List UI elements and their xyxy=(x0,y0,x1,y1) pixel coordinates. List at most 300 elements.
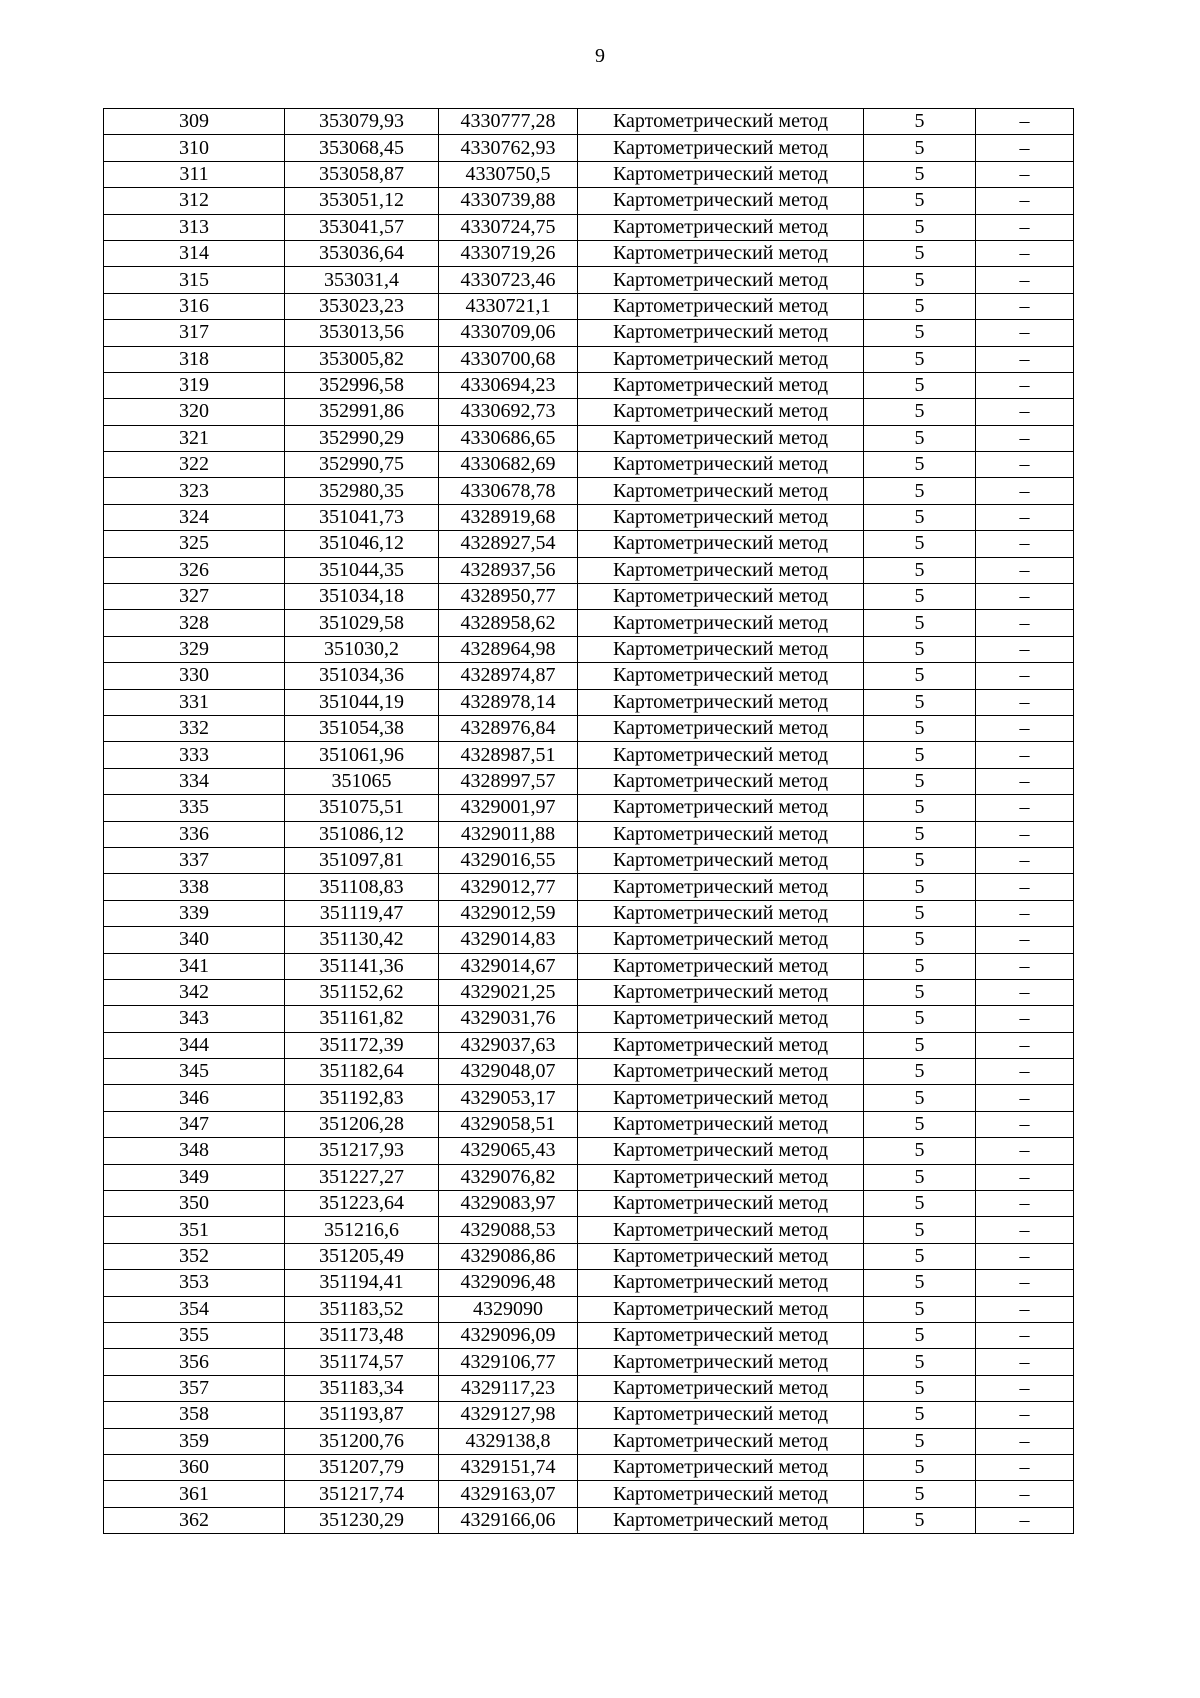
point-number-cell: 319 xyxy=(104,372,285,398)
accuracy-cell: 5 xyxy=(864,1270,976,1296)
note-cell: – xyxy=(976,689,1074,715)
table-row xyxy=(104,1349,1074,1375)
x-coordinate-cell: 352980,35 xyxy=(285,478,439,504)
method-cell: Картометрический метод xyxy=(578,663,864,689)
x-coordinate-cell: 351030,2 xyxy=(285,636,439,662)
x-coordinate-cell: 351172,39 xyxy=(285,1032,439,1058)
method-cell: Картометрический метод xyxy=(578,1138,864,1164)
y-coordinate-cell: 4329127,98 xyxy=(439,1402,578,1428)
y-coordinate-cell: 4328987,51 xyxy=(439,742,578,768)
accuracy-cell: 5 xyxy=(864,531,976,557)
accuracy-cell: 5 xyxy=(864,689,976,715)
accuracy-cell: 5 xyxy=(864,874,976,900)
note-cell: – xyxy=(976,1296,1074,1322)
x-coordinate-cell: 353051,12 xyxy=(285,188,439,214)
method-cell: Картометрический метод xyxy=(578,900,864,926)
accuracy-cell: 5 xyxy=(864,795,976,821)
x-coordinate-cell: 351141,36 xyxy=(285,953,439,979)
accuracy-cell: 5 xyxy=(864,293,976,319)
note-cell: – xyxy=(976,1059,1074,1085)
y-coordinate-cell: 4330692,73 xyxy=(439,399,578,425)
table-row xyxy=(104,1111,1074,1137)
y-coordinate-cell: 4330762,93 xyxy=(439,135,578,161)
method-cell: Картометрический метод xyxy=(578,293,864,319)
y-coordinate-cell: 4330750,5 xyxy=(439,161,578,187)
y-coordinate-cell: 4330686,65 xyxy=(439,425,578,451)
table-row xyxy=(104,663,1074,689)
note-cell: – xyxy=(976,821,1074,847)
method-cell: Картометрический метод xyxy=(578,346,864,372)
note-cell: – xyxy=(976,742,1074,768)
point-number-cell: 353 xyxy=(104,1270,285,1296)
y-coordinate-cell: 4328964,98 xyxy=(439,636,578,662)
x-coordinate-cell: 352996,58 xyxy=(285,372,439,398)
accuracy-cell: 5 xyxy=(864,1349,976,1375)
y-coordinate-cell: 4329012,59 xyxy=(439,900,578,926)
table-row xyxy=(104,1322,1074,1348)
note-cell: – xyxy=(976,1085,1074,1111)
point-number-cell: 317 xyxy=(104,320,285,346)
point-number-cell: 316 xyxy=(104,293,285,319)
accuracy-cell: 5 xyxy=(864,1375,976,1401)
x-coordinate-cell: 351174,57 xyxy=(285,1349,439,1375)
point-number-cell: 309 xyxy=(104,109,285,135)
note-cell: – xyxy=(976,584,1074,610)
note-cell: – xyxy=(976,293,1074,319)
x-coordinate-cell: 351230,29 xyxy=(285,1507,439,1533)
point-number-cell: 352 xyxy=(104,1243,285,1269)
y-coordinate-cell: 4328919,68 xyxy=(439,504,578,530)
point-number-cell: 334 xyxy=(104,768,285,794)
y-coordinate-cell: 4330709,06 xyxy=(439,320,578,346)
y-coordinate-cell: 4329117,23 xyxy=(439,1375,578,1401)
note-cell: – xyxy=(976,214,1074,240)
accuracy-cell: 5 xyxy=(864,1217,976,1243)
point-number-cell: 312 xyxy=(104,188,285,214)
x-coordinate-cell: 351034,18 xyxy=(285,584,439,610)
accuracy-cell: 5 xyxy=(864,821,976,847)
accuracy-cell: 5 xyxy=(864,900,976,926)
y-coordinate-cell: 4329166,06 xyxy=(439,1507,578,1533)
x-coordinate-cell: 351075,51 xyxy=(285,795,439,821)
accuracy-cell: 5 xyxy=(864,240,976,266)
note-cell: – xyxy=(976,847,1074,873)
method-cell: Картометрический метод xyxy=(578,584,864,610)
y-coordinate-cell: 4330700,68 xyxy=(439,346,578,372)
note-cell: – xyxy=(976,1164,1074,1190)
accuracy-cell: 5 xyxy=(864,399,976,425)
x-coordinate-cell: 353079,93 xyxy=(285,109,439,135)
method-cell: Картометрический метод xyxy=(578,1217,864,1243)
method-cell: Картометрический метод xyxy=(578,161,864,187)
accuracy-cell: 5 xyxy=(864,1006,976,1032)
point-number-cell: 339 xyxy=(104,900,285,926)
y-coordinate-cell: 4330777,28 xyxy=(439,109,578,135)
y-coordinate-cell: 4330682,69 xyxy=(439,452,578,478)
table-row xyxy=(104,346,1074,372)
x-coordinate-cell: 351061,96 xyxy=(285,742,439,768)
x-coordinate-cell: 353031,4 xyxy=(285,267,439,293)
coordinates-table-body xyxy=(104,109,1074,1534)
y-coordinate-cell: 4329065,43 xyxy=(439,1138,578,1164)
y-coordinate-cell: 4329021,25 xyxy=(439,979,578,1005)
note-cell: – xyxy=(976,425,1074,451)
point-number-cell: 329 xyxy=(104,636,285,662)
table-row xyxy=(104,240,1074,266)
method-cell: Картометрический метод xyxy=(578,1243,864,1269)
x-coordinate-cell: 351206,28 xyxy=(285,1111,439,1137)
y-coordinate-cell: 4329001,97 xyxy=(439,795,578,821)
table-row xyxy=(104,874,1074,900)
method-cell: Картометрический метод xyxy=(578,135,864,161)
method-cell: Картометрический метод xyxy=(578,1032,864,1058)
y-coordinate-cell: 4329151,74 xyxy=(439,1454,578,1480)
table-row xyxy=(104,161,1074,187)
table-row xyxy=(104,689,1074,715)
y-coordinate-cell: 4328976,84 xyxy=(439,715,578,741)
table-row xyxy=(104,135,1074,161)
accuracy-cell: 5 xyxy=(864,768,976,794)
note-cell: – xyxy=(976,979,1074,1005)
method-cell: Картометрический метод xyxy=(578,240,864,266)
x-coordinate-cell: 353005,82 xyxy=(285,346,439,372)
table-row xyxy=(104,1454,1074,1480)
x-coordinate-cell: 352990,29 xyxy=(285,425,439,451)
x-coordinate-cell: 351205,49 xyxy=(285,1243,439,1269)
table-row xyxy=(104,636,1074,662)
accuracy-cell: 5 xyxy=(864,161,976,187)
method-cell: Картометрический метод xyxy=(578,320,864,346)
point-number-cell: 320 xyxy=(104,399,285,425)
table-row xyxy=(104,1217,1074,1243)
method-cell: Картометрический метод xyxy=(578,1111,864,1137)
point-number-cell: 324 xyxy=(104,504,285,530)
note-cell: – xyxy=(976,1481,1074,1507)
table-row xyxy=(104,610,1074,636)
note-cell: – xyxy=(976,1243,1074,1269)
x-coordinate-cell: 351152,62 xyxy=(285,979,439,1005)
note-cell: – xyxy=(976,663,1074,689)
point-number-cell: 355 xyxy=(104,1322,285,1348)
note-cell: – xyxy=(976,1191,1074,1217)
table-row xyxy=(104,1402,1074,1428)
method-cell: Картометрический метод xyxy=(578,1375,864,1401)
y-coordinate-cell: 4329053,17 xyxy=(439,1085,578,1111)
y-coordinate-cell: 4328950,77 xyxy=(439,584,578,610)
method-cell: Картометрический метод xyxy=(578,1270,864,1296)
point-number-cell: 356 xyxy=(104,1349,285,1375)
x-coordinate-cell: 351054,38 xyxy=(285,715,439,741)
note-cell: – xyxy=(976,1111,1074,1137)
accuracy-cell: 5 xyxy=(864,1138,976,1164)
note-cell: – xyxy=(976,1217,1074,1243)
x-coordinate-cell: 353041,57 xyxy=(285,214,439,240)
method-cell: Картометрический метод xyxy=(578,478,864,504)
x-coordinate-cell: 352991,86 xyxy=(285,399,439,425)
accuracy-cell: 5 xyxy=(864,1085,976,1111)
point-number-cell: 346 xyxy=(104,1085,285,1111)
accuracy-cell: 5 xyxy=(864,953,976,979)
y-coordinate-cell: 4329138,8 xyxy=(439,1428,578,1454)
point-number-cell: 337 xyxy=(104,847,285,873)
point-number-cell: 325 xyxy=(104,531,285,557)
note-cell: – xyxy=(976,478,1074,504)
table-row xyxy=(104,452,1074,478)
point-number-cell: 349 xyxy=(104,1164,285,1190)
accuracy-cell: 5 xyxy=(864,927,976,953)
point-number-cell: 314 xyxy=(104,240,285,266)
x-coordinate-cell: 351216,6 xyxy=(285,1217,439,1243)
accuracy-cell: 5 xyxy=(864,1428,976,1454)
accuracy-cell: 5 xyxy=(864,1481,976,1507)
accuracy-cell: 5 xyxy=(864,1032,976,1058)
method-cell: Картометрический метод xyxy=(578,979,864,1005)
x-coordinate-cell: 351200,76 xyxy=(285,1428,439,1454)
table-row xyxy=(104,425,1074,451)
point-number-cell: 361 xyxy=(104,1481,285,1507)
method-cell: Картометрический метод xyxy=(578,452,864,478)
note-cell: – xyxy=(976,610,1074,636)
point-number-cell: 310 xyxy=(104,135,285,161)
note-cell: – xyxy=(976,399,1074,425)
method-cell: Картометрический метод xyxy=(578,1006,864,1032)
note-cell: – xyxy=(976,1270,1074,1296)
note-cell: – xyxy=(976,135,1074,161)
accuracy-cell: 5 xyxy=(864,1402,976,1428)
point-number-cell: 345 xyxy=(104,1059,285,1085)
x-coordinate-cell: 351130,42 xyxy=(285,927,439,953)
table-row xyxy=(104,1164,1074,1190)
table-row xyxy=(104,293,1074,319)
table-row xyxy=(104,1059,1074,1085)
y-coordinate-cell: 4329090 xyxy=(439,1296,578,1322)
table-row xyxy=(104,900,1074,926)
coordinates-table xyxy=(103,108,1074,1534)
point-number-cell: 351 xyxy=(104,1217,285,1243)
x-coordinate-cell: 353068,45 xyxy=(285,135,439,161)
accuracy-cell: 5 xyxy=(864,1243,976,1269)
method-cell: Картометрический метод xyxy=(578,1507,864,1533)
table-row xyxy=(104,372,1074,398)
accuracy-cell: 5 xyxy=(864,715,976,741)
method-cell: Картометрический метод xyxy=(578,636,864,662)
method-cell: Картометрический метод xyxy=(578,689,864,715)
point-number-cell: 340 xyxy=(104,927,285,953)
x-coordinate-cell: 351227,27 xyxy=(285,1164,439,1190)
y-coordinate-cell: 4328997,57 xyxy=(439,768,578,794)
note-cell: – xyxy=(976,109,1074,135)
point-number-cell: 313 xyxy=(104,214,285,240)
point-number-cell: 360 xyxy=(104,1454,285,1480)
accuracy-cell: 5 xyxy=(864,1322,976,1348)
x-coordinate-cell: 351194,41 xyxy=(285,1270,439,1296)
method-cell: Картометрический метод xyxy=(578,425,864,451)
table-row xyxy=(104,1428,1074,1454)
table-row xyxy=(104,531,1074,557)
table-row xyxy=(104,267,1074,293)
point-number-cell: 350 xyxy=(104,1191,285,1217)
table-row xyxy=(104,557,1074,583)
x-coordinate-cell: 351223,64 xyxy=(285,1191,439,1217)
table-row xyxy=(104,584,1074,610)
y-coordinate-cell: 4330723,46 xyxy=(439,267,578,293)
method-cell: Картометрический метод xyxy=(578,109,864,135)
accuracy-cell: 5 xyxy=(864,584,976,610)
x-coordinate-cell: 351173,48 xyxy=(285,1322,439,1348)
accuracy-cell: 5 xyxy=(864,1191,976,1217)
point-number-cell: 311 xyxy=(104,161,285,187)
x-coordinate-cell: 351044,19 xyxy=(285,689,439,715)
method-cell: Картометрический метод xyxy=(578,795,864,821)
accuracy-cell: 5 xyxy=(864,214,976,240)
note-cell: – xyxy=(976,504,1074,530)
point-number-cell: 323 xyxy=(104,478,285,504)
table-row xyxy=(104,1006,1074,1032)
accuracy-cell: 5 xyxy=(864,1059,976,1085)
y-coordinate-cell: 4329012,77 xyxy=(439,874,578,900)
point-number-cell: 333 xyxy=(104,742,285,768)
note-cell: – xyxy=(976,1032,1074,1058)
x-coordinate-cell: 353058,87 xyxy=(285,161,439,187)
method-cell: Картометрический метод xyxy=(578,1481,864,1507)
note-cell: – xyxy=(976,1454,1074,1480)
point-number-cell: 318 xyxy=(104,346,285,372)
note-cell: – xyxy=(976,874,1074,900)
table-row xyxy=(104,504,1074,530)
table-row xyxy=(104,320,1074,346)
method-cell: Картометрический метод xyxy=(578,1454,864,1480)
note-cell: – xyxy=(976,953,1074,979)
table-row xyxy=(104,979,1074,1005)
method-cell: Картометрический метод xyxy=(578,504,864,530)
table-row xyxy=(104,715,1074,741)
y-coordinate-cell: 4329011,88 xyxy=(439,821,578,847)
point-number-cell: 343 xyxy=(104,1006,285,1032)
point-number-cell: 321 xyxy=(104,425,285,451)
point-number-cell: 354 xyxy=(104,1296,285,1322)
x-coordinate-cell: 351217,74 xyxy=(285,1481,439,1507)
note-cell: – xyxy=(976,1507,1074,1533)
note-cell: – xyxy=(976,346,1074,372)
note-cell: – xyxy=(976,1402,1074,1428)
x-coordinate-cell: 351065 xyxy=(285,768,439,794)
method-cell: Картометрический метод xyxy=(578,531,864,557)
note-cell: – xyxy=(976,267,1074,293)
accuracy-cell: 5 xyxy=(864,636,976,662)
point-number-cell: 341 xyxy=(104,953,285,979)
point-number-cell: 322 xyxy=(104,452,285,478)
x-coordinate-cell: 353023,23 xyxy=(285,293,439,319)
x-coordinate-cell: 351046,12 xyxy=(285,531,439,557)
y-coordinate-cell: 4329088,53 xyxy=(439,1217,578,1243)
method-cell: Картометрический метод xyxy=(578,847,864,873)
table-row xyxy=(104,742,1074,768)
accuracy-cell: 5 xyxy=(864,109,976,135)
y-coordinate-cell: 4329016,55 xyxy=(439,847,578,873)
accuracy-cell: 5 xyxy=(864,425,976,451)
method-cell: Картометрический метод xyxy=(578,768,864,794)
method-cell: Картометрический метод xyxy=(578,1164,864,1190)
method-cell: Картометрический метод xyxy=(578,1349,864,1375)
x-coordinate-cell: 352990,75 xyxy=(285,452,439,478)
note-cell: – xyxy=(976,452,1074,478)
table-row xyxy=(104,399,1074,425)
table-row xyxy=(104,927,1074,953)
point-number-cell: 327 xyxy=(104,584,285,610)
note-cell: – xyxy=(976,795,1074,821)
table-row xyxy=(104,768,1074,794)
accuracy-cell: 5 xyxy=(864,452,976,478)
method-cell: Картометрический метод xyxy=(578,610,864,636)
note-cell: – xyxy=(976,1322,1074,1348)
accuracy-cell: 5 xyxy=(864,742,976,768)
point-number-cell: 326 xyxy=(104,557,285,583)
x-coordinate-cell: 351183,34 xyxy=(285,1375,439,1401)
note-cell: – xyxy=(976,927,1074,953)
method-cell: Картометрический метод xyxy=(578,953,864,979)
y-coordinate-cell: 4329106,77 xyxy=(439,1349,578,1375)
note-cell: – xyxy=(976,320,1074,346)
accuracy-cell: 5 xyxy=(864,979,976,1005)
method-cell: Картометрический метод xyxy=(578,1191,864,1217)
point-number-cell: 330 xyxy=(104,663,285,689)
table-row xyxy=(104,821,1074,847)
y-coordinate-cell: 4329037,63 xyxy=(439,1032,578,1058)
table-row xyxy=(104,214,1074,240)
accuracy-cell: 5 xyxy=(864,135,976,161)
point-number-cell: 358 xyxy=(104,1402,285,1428)
y-coordinate-cell: 4330694,23 xyxy=(439,372,578,398)
x-coordinate-cell: 351193,87 xyxy=(285,1402,439,1428)
x-coordinate-cell: 351097,81 xyxy=(285,847,439,873)
accuracy-cell: 5 xyxy=(864,478,976,504)
y-coordinate-cell: 4328958,62 xyxy=(439,610,578,636)
note-cell: – xyxy=(976,768,1074,794)
method-cell: Картометрический метод xyxy=(578,1296,864,1322)
y-coordinate-cell: 4328927,54 xyxy=(439,531,578,557)
accuracy-cell: 5 xyxy=(864,1164,976,1190)
y-coordinate-cell: 4328978,14 xyxy=(439,689,578,715)
point-number-cell: 344 xyxy=(104,1032,285,1058)
y-coordinate-cell: 4329058,51 xyxy=(439,1111,578,1137)
note-cell: – xyxy=(976,161,1074,187)
x-coordinate-cell: 353036,64 xyxy=(285,240,439,266)
y-coordinate-cell: 4329096,48 xyxy=(439,1270,578,1296)
point-number-cell: 348 xyxy=(104,1138,285,1164)
table-row xyxy=(104,795,1074,821)
point-number-cell: 338 xyxy=(104,874,285,900)
table-row xyxy=(104,1296,1074,1322)
x-coordinate-cell: 353013,56 xyxy=(285,320,439,346)
method-cell: Картометрический метод xyxy=(578,188,864,214)
note-cell: – xyxy=(976,1375,1074,1401)
y-coordinate-cell: 4329086,86 xyxy=(439,1243,578,1269)
note-cell: – xyxy=(976,1138,1074,1164)
note-cell: – xyxy=(976,188,1074,214)
x-coordinate-cell: 351192,83 xyxy=(285,1085,439,1111)
x-coordinate-cell: 351182,64 xyxy=(285,1059,439,1085)
point-number-cell: 357 xyxy=(104,1375,285,1401)
y-coordinate-cell: 4330719,26 xyxy=(439,240,578,266)
accuracy-cell: 5 xyxy=(864,1296,976,1322)
table-row xyxy=(104,1032,1074,1058)
x-coordinate-cell: 351217,93 xyxy=(285,1138,439,1164)
y-coordinate-cell: 4329031,76 xyxy=(439,1006,578,1032)
x-coordinate-cell: 351183,52 xyxy=(285,1296,439,1322)
table-row xyxy=(104,1243,1074,1269)
x-coordinate-cell: 351086,12 xyxy=(285,821,439,847)
table-row xyxy=(104,953,1074,979)
